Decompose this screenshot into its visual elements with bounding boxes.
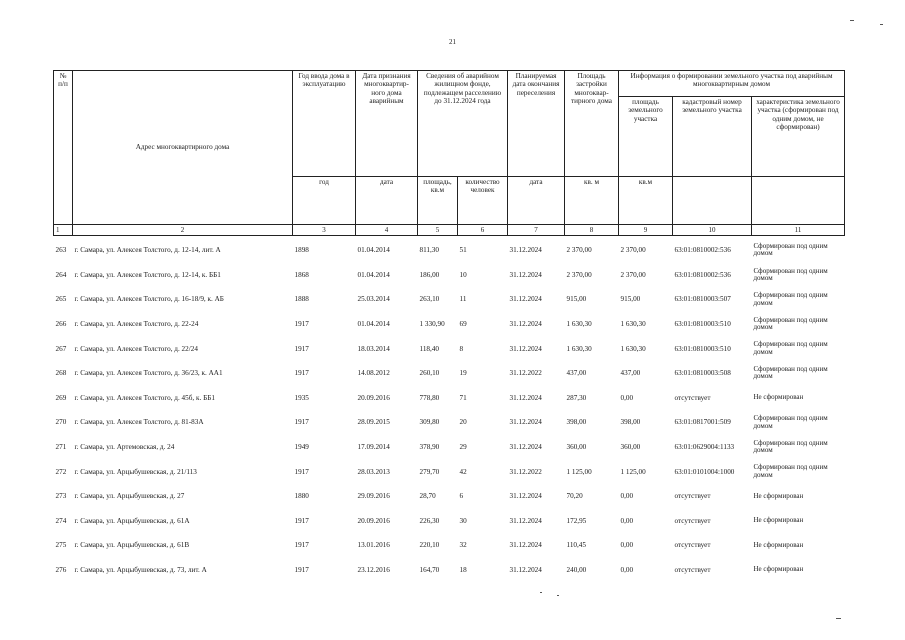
header-planned-date: Планируемая дата окончания переселения <box>508 71 565 177</box>
row-planned-date: 31.12.2024 <box>509 295 542 304</box>
row-number: 270 <box>55 418 67 427</box>
row-build-area: 2 370,00 <box>566 246 592 255</box>
table-row <box>54 361 845 386</box>
row-date-recognized: 23.12.2016 <box>357 565 390 574</box>
row-number: 269 <box>55 393 67 402</box>
row-land-status: Не сформирован <box>753 540 804 549</box>
row-build-area: 2 370,00 <box>566 270 592 279</box>
row-people: 69 <box>459 319 467 328</box>
row-land-area: 0,00 <box>620 565 634 574</box>
row-area: 811,30 <box>419 246 439 255</box>
row-build-area: 360,00 <box>566 442 587 451</box>
row-year-built: 1880 <box>294 492 309 501</box>
row-year-built: 1917 <box>294 467 309 476</box>
unit-sqm2: кв.м <box>619 177 673 225</box>
row-people: 8 <box>459 344 464 353</box>
row-date-recognized: 20.09.2016 <box>357 393 390 402</box>
row-build-area: 1 125,00 <box>566 467 592 476</box>
header-land-area: площадь земельного участка <box>619 97 673 177</box>
row-address: г. Самара, ул. Алексея Толстого, д. 12-14, лит. А <box>74 246 221 255</box>
table-row <box>54 484 845 509</box>
row-land-area: 437,00 <box>620 369 641 378</box>
row-cadastral: 63:01:0101004:1000 <box>674 467 735 476</box>
row-planned-date: 31.12.2024 <box>509 565 542 574</box>
column-number: 3 <box>293 225 356 236</box>
row-land-area: 0,00 <box>620 492 634 501</box>
row-area: 28,70 <box>419 492 436 501</box>
row-area: 186,00 <box>419 270 440 279</box>
row-land-status: Сформирован под одним домом <box>753 438 828 455</box>
row-land-status: Сформирован под одним домом <box>753 315 828 332</box>
row-area: 1 330,90 <box>419 319 445 328</box>
row-land-status: Сформирован под одним домом <box>753 291 828 307</box>
row-address: г. Самара, ул. Алексея Толстого, д. 22-24 <box>74 319 199 328</box>
header-address: Адрес многоквартирного дома <box>73 71 293 225</box>
row-year-built: 1917 <box>294 516 309 525</box>
row-cadastral: 63:01:0810003:507 <box>674 295 731 304</box>
row-area: 164,70 <box>419 565 440 574</box>
table-row <box>54 263 845 288</box>
column-number: 6 <box>458 225 508 236</box>
column-number: 5 <box>418 225 458 236</box>
row-date-recognized: 18.03.2014 <box>357 344 390 353</box>
row-land-area: 2 370,00 <box>620 270 646 279</box>
row-cadastral: 63:01:0629004:1133 <box>674 442 735 451</box>
scan-mark <box>850 20 854 21</box>
row-land-status: Не сформирован <box>753 393 804 402</box>
row-planned-date: 31.12.2024 <box>509 492 542 501</box>
row-cadastral: отсутствует <box>674 516 711 525</box>
row-people: 51 <box>459 246 467 255</box>
row-number: 267 <box>55 344 67 353</box>
row-people: 32 <box>459 541 467 550</box>
row-year-built: 1917 <box>294 369 309 378</box>
row-cadastral: отсутствует <box>674 492 711 501</box>
row-number: 264 <box>55 270 67 279</box>
column-number: 8 <box>565 225 619 236</box>
row-build-area: 1 630,30 <box>566 319 592 328</box>
table-row <box>54 287 845 312</box>
table-row <box>54 509 845 534</box>
row-people: 30 <box>459 516 467 525</box>
row-build-area: 110,45 <box>566 541 586 550</box>
header-cadastral: кадастровый номер земельного участка <box>673 97 752 177</box>
row-people: 71 <box>459 393 467 402</box>
row-address: г. Самара, ул. Арцыбушевская, д. 61В <box>74 541 190 550</box>
row-cadastral: отсутствует <box>674 541 711 550</box>
row-address: г. Самара, ул. Арцыбушевская, д. 61А <box>74 516 190 525</box>
unit-date: дата <box>356 177 418 225</box>
header-land-info: Информация о формировании земельного участка под аварийным многоквартирным домом <box>619 71 845 97</box>
row-year-built: 1888 <box>294 295 309 304</box>
row-address: г. Самара, ул. Алексея Толстого, д. 12-14, к. ББ1 <box>74 270 221 279</box>
row-cadastral: 63:01:0810002:536 <box>674 246 731 255</box>
row-build-area: 398,00 <box>566 418 587 427</box>
row-area: 778,80 <box>419 393 440 402</box>
row-address: г. Самара, ул. Алексея Толстого, д. 45б, к. ББ1 <box>74 393 215 402</box>
row-number: 276 <box>55 565 67 574</box>
row-land-status: Не сформирован <box>753 491 804 500</box>
row-year-built: 1917 <box>294 541 309 550</box>
row-number: 275 <box>55 541 67 550</box>
row-people: 18 <box>459 565 467 574</box>
row-build-area: 915,00 <box>566 295 587 304</box>
row-number: 263 <box>55 246 67 255</box>
table-row <box>54 558 845 583</box>
row-area: 309,80 <box>419 418 440 427</box>
row-land-area: 0,00 <box>620 541 634 550</box>
row-area: 279,70 <box>419 467 440 476</box>
row-number: 272 <box>55 467 67 476</box>
table-row <box>54 312 845 337</box>
housing-registry-table <box>53 70 845 582</box>
row-cadastral: отсутствует <box>674 565 711 574</box>
column-number: 10 <box>673 225 752 236</box>
unit-empty <box>673 177 752 225</box>
row-land-area: 1 125,00 <box>620 467 646 476</box>
row-cadastral: 63:01:0810002:536 <box>674 270 731 279</box>
row-people: 19 <box>459 369 467 378</box>
row-land-area: 360,00 <box>620 442 641 451</box>
row-address: г. Самара, ул. Арцыбушевская, д. 21/113 <box>74 467 197 476</box>
row-address: г. Самара, ул. Алексея Толстого, д. 81-83А <box>74 418 204 427</box>
row-number: 268 <box>55 369 67 378</box>
row-address: г. Самара, ул. Алексея Толстого, д. 22/24 <box>74 344 198 353</box>
row-cadastral: 63:01:0810003:508 <box>674 369 731 378</box>
row-cadastral: отсутствует <box>674 393 711 402</box>
column-number: 1 <box>54 225 73 236</box>
row-address: г. Самара, ул. Алексея Толстого, д. 16-18/9, к. АБ <box>74 295 224 304</box>
table-body <box>54 236 845 583</box>
row-planned-date: 31.12.2024 <box>509 442 542 451</box>
column-number: 2 <box>73 225 293 236</box>
row-build-area: 287,30 <box>566 393 587 402</box>
row-number: 271 <box>55 442 67 451</box>
header-build-area: Площадь застройки многоквар-тирного дома <box>565 71 619 177</box>
row-people: 42 <box>459 467 467 476</box>
unit-date2: дата <box>508 177 565 225</box>
unit-empty <box>752 177 845 225</box>
row-land-area: 1 630,30 <box>620 344 646 353</box>
row-planned-date: 31.12.2024 <box>509 344 542 353</box>
header-year-built: Год ввода дома в эксплуатацию <box>293 71 356 177</box>
row-year-built: 1898 <box>294 246 309 255</box>
row-land-area: 2 370,00 <box>620 246 646 255</box>
row-year-built: 1917 <box>294 319 309 328</box>
row-area: 263,10 <box>419 295 440 304</box>
column-numbers-row <box>54 225 845 236</box>
row-date-recognized: 17.09.2014 <box>357 442 390 451</box>
row-land-area: 0,00 <box>620 393 634 402</box>
row-number: 273 <box>55 492 67 501</box>
row-build-area: 240,00 <box>566 565 587 574</box>
page-number: 21 <box>449 38 456 46</box>
row-build-area: 1 630,30 <box>566 344 592 353</box>
row-land-area: 398,00 <box>620 418 641 427</box>
column-number: 11 <box>752 225 845 236</box>
row-address: г. Самара, ул. Алексея Толстого, д. 36/23, к. АА1 <box>74 369 223 378</box>
scan-mark <box>540 592 542 593</box>
row-people: 29 <box>459 442 467 451</box>
row-cadastral: 63:01:0810003:510 <box>674 319 731 328</box>
row-land-status: Сформирован под одним домом <box>753 364 828 381</box>
unit-year: год <box>293 177 356 225</box>
row-planned-date: 31.12.2022 <box>509 369 542 378</box>
scan-mark <box>880 24 883 25</box>
row-planned-date: 31.12.2024 <box>509 319 542 328</box>
row-year-built: 1917 <box>294 344 309 353</box>
row-planned-date: 31.12.2024 <box>509 270 542 279</box>
row-date-recognized: 25.03.2014 <box>357 295 390 304</box>
header-date-recognized: Дата признания многоквартир-ного дома аварийным <box>356 71 418 177</box>
header-emergency-fund: Сведения об аварийном жилищном фонде, подлежащем расселению до 31.12.2024 года <box>418 71 508 177</box>
column-number: 9 <box>619 225 673 236</box>
row-area: 118,40 <box>419 344 439 353</box>
table-row <box>54 410 845 435</box>
row-land-status: Сформирован под одним домом <box>753 242 828 258</box>
row-date-recognized: 20.09.2016 <box>357 516 390 525</box>
row-year-built: 1868 <box>294 270 309 279</box>
row-planned-date: 31.12.2024 <box>509 418 542 427</box>
table-row <box>54 435 845 460</box>
row-build-area: 70,20 <box>566 492 583 501</box>
unit-sqm: кв. м <box>565 177 619 225</box>
row-date-recognized: 01.04.2014 <box>357 270 390 279</box>
row-date-recognized: 28.09.2015 <box>357 418 390 427</box>
row-cadastral: 63:01:0810003:510 <box>674 344 731 353</box>
table-row <box>54 236 845 263</box>
row-land-area: 0,00 <box>620 516 634 525</box>
row-land-status: Сформирован под одним домом <box>753 340 828 356</box>
row-year-built: 1917 <box>294 565 309 574</box>
row-planned-date: 31.12.2022 <box>509 467 542 476</box>
scan-mark <box>557 595 559 596</box>
row-land-area: 1 630,30 <box>620 319 646 328</box>
row-date-recognized: 01.04.2014 <box>357 319 390 328</box>
row-address: г. Самара, ул. Арцыбушевская, д. 27 <box>74 492 185 501</box>
unit-people: количество человек <box>458 177 508 225</box>
row-date-recognized: 14.08.2012 <box>357 369 390 378</box>
row-area: 226,30 <box>419 516 440 525</box>
row-build-area: 437,00 <box>566 369 587 378</box>
row-address: г. Самара, ул. Арцыбушевская, д. 73, лит. А <box>74 565 207 574</box>
column-number: 4 <box>356 225 418 236</box>
row-year-built: 1917 <box>294 418 309 427</box>
row-people: 10 <box>459 270 467 279</box>
row-people: 6 <box>459 492 464 501</box>
table-row <box>54 336 845 361</box>
unit-area: площадь, кв.м <box>418 177 458 225</box>
row-land-status: Не сформирован <box>753 516 804 525</box>
row-people: 11 <box>459 295 467 304</box>
row-land-area: 915,00 <box>620 295 641 304</box>
row-date-recognized: 29.09.2016 <box>357 492 390 501</box>
header-land-char: характеристика земельного участка (сформирован под одним домом, не сформирован) <box>752 97 845 177</box>
row-people: 20 <box>459 418 467 427</box>
row-date-recognized: 01.04.2014 <box>357 246 390 255</box>
row-cadastral: 63:01:0817001:509 <box>674 418 731 427</box>
row-date-recognized: 13.01.2016 <box>357 541 390 550</box>
row-number: 274 <box>55 516 67 525</box>
row-date-recognized: 28.03.2013 <box>357 467 390 476</box>
row-planned-date: 31.12.2024 <box>509 516 542 525</box>
header-num: № п/п <box>54 71 73 225</box>
row-land-status: Не сформирован <box>753 565 804 574</box>
row-land-status: Сформирован под одним домом <box>753 414 828 430</box>
table-row <box>54 533 845 558</box>
row-area: 220,10 <box>419 541 440 550</box>
row-area: 260,10 <box>419 369 440 378</box>
row-year-built: 1935 <box>294 393 309 402</box>
column-number: 7 <box>508 225 565 236</box>
row-land-status: Сформирован под одним домом <box>753 463 828 479</box>
row-planned-date: 31.12.2024 <box>509 393 542 402</box>
row-number: 266 <box>55 319 67 328</box>
table-header <box>54 71 845 236</box>
row-planned-date: 31.12.2024 <box>509 541 542 550</box>
row-number: 265 <box>55 295 67 304</box>
row-year-built: 1949 <box>294 442 309 451</box>
table-row <box>54 386 845 411</box>
row-build-area: 172,95 <box>566 516 587 525</box>
row-planned-date: 31.12.2024 <box>509 246 542 255</box>
row-address: г. Самара, ул. Артемовская, д. 24 <box>74 442 175 451</box>
row-land-status: Сформирован под одним домом <box>753 266 828 282</box>
scan-mark <box>836 618 841 619</box>
table-row <box>54 459 845 484</box>
row-area: 378,90 <box>419 442 440 451</box>
